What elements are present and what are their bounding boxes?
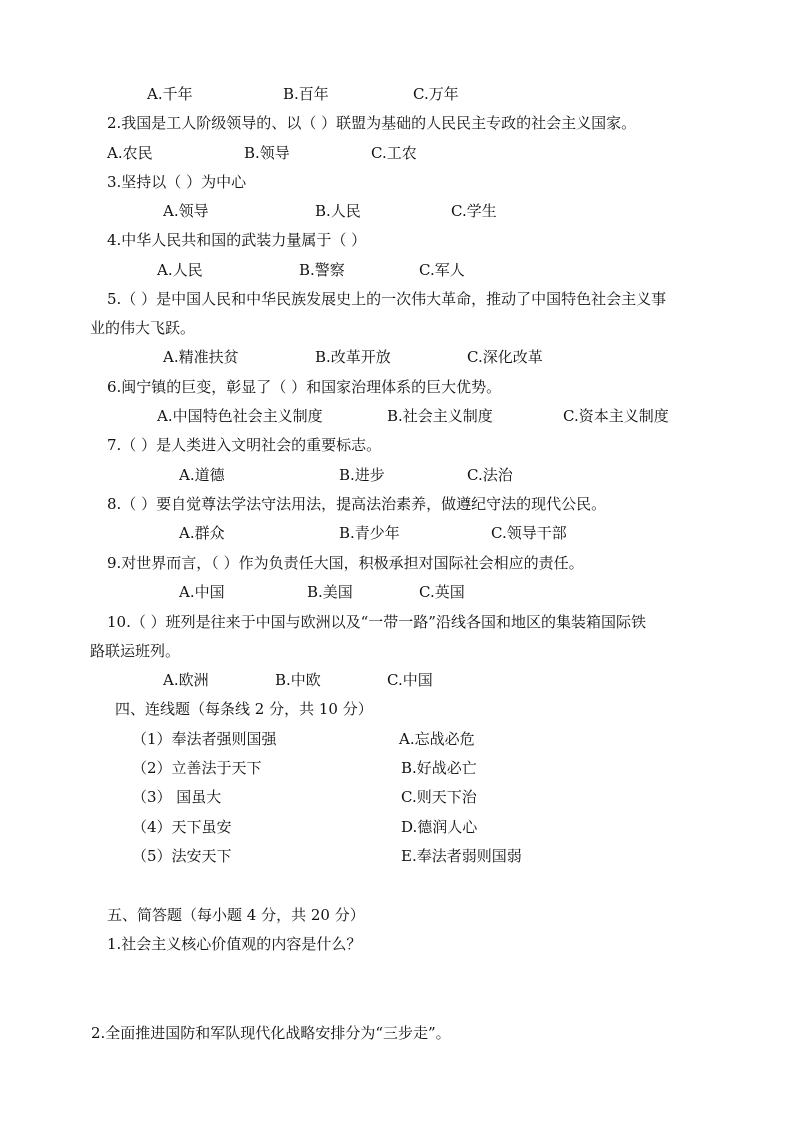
q2-option-a: A.农民 [107,144,153,162]
q8-option-a: A.群众 [179,524,225,542]
q5-stem-line2: 业的伟大飞跃。 [90,319,196,337]
q2-stem: 2.我国是工人阶级领导的、以（ ）联盟为基础的人民民主专政的社会主义国家。 [107,114,637,132]
match-right-d: D.德润人心 [401,818,478,836]
q9-option-a: A.中国 [179,583,225,601]
match-right-a: A.忘战必危 [399,730,475,748]
q10-option-c: C.中国 [387,671,433,689]
match-right-e: E.奉法者弱则国弱 [401,847,522,865]
section5-title: 五、简答题（每小题 4 分，共 20 分） [107,906,365,924]
q3-option-a: A.领导 [163,202,209,220]
q6-stem: 6.闽宁镇的巨变，彰显了（ ）和国家治理体系的巨大优势。 [107,378,502,396]
match-left-1: （1）奉法者强则国强 [132,730,277,748]
q5-option-a: A.精准扶贫 [163,348,239,366]
q7-option-a: A.道德 [179,466,225,484]
q10-option-a: A.欧洲 [163,671,209,689]
section5-q1: 1.社会主义核心价值观的内容是什么？ [107,935,362,953]
q8-stem: 8.（ ）要自觉尊法学法守法用法，提高法治素养，做遵纪守法的现代公民。 [107,495,607,513]
q9-stem: 9.对世界而言，（ ）作为负责任大国，积极承担对国际社会相应的责任。 [107,554,584,572]
q5-stem-line1: 5.（ ）是中国人民和中华民族发展史上的一次伟大革命，推动了中国特色社会主义事 [107,290,667,308]
q4-option-b: B.警察 [299,261,345,279]
q9-option-b: B.美国 [307,583,353,601]
q4-option-c: C.军人 [419,261,465,279]
q1-option-b: B.百年 [283,85,329,103]
q7-option-b: B.进步 [339,466,385,484]
q6-option-b: B.社会主义制度 [387,407,493,425]
q5-option-b: B.改革开放 [315,348,391,366]
q9-option-c: C.英国 [419,583,465,601]
q2-option-c: C.工农 [371,144,417,162]
q5-option-c: C.深化改革 [467,348,543,366]
q8-option-c: C.领导干部 [491,524,567,542]
q7-stem: 7.（ ）是人类进入文明社会的重要标志。 [107,436,382,454]
q6-option-a: A.中国特色社会主义制度 [157,407,323,425]
match-right-b: B.好战必亡 [401,759,477,777]
q1-option-a: A.千年 [147,85,193,103]
q10-option-b: B.中欧 [275,671,321,689]
q4-option-a: A.人民 [157,261,203,279]
match-left-3: （3） 国虽大 [132,788,222,806]
q4-stem: 4.中华人民共和国的武装力量属于（ ） [107,231,367,249]
q7-option-c: C.法治 [467,466,513,484]
q10-stem-line2: 路联运班列。 [90,642,181,660]
q3-stem: 3.坚持以（ ）为中心 [107,173,247,191]
q3-option-b: B.人民 [315,202,361,220]
match-left-5: （5）法安天下 [132,847,232,865]
q3-option-c: C.学生 [451,202,497,220]
q6-option-c: C.资本主义制度 [563,407,669,425]
match-left-2: （2）立善法于天下 [132,759,262,777]
match-left-4: （4）天下虽安 [132,818,232,836]
q2-option-b: B.领导 [244,144,290,162]
match-right-c: C.则天下治 [401,788,477,806]
q1-option-c: C.万年 [413,85,459,103]
q8-option-b: B.青少年 [339,524,400,542]
section5-q2: 2.全面推进国防和军队现代化战略安排分为“三步走”。 [91,1024,451,1042]
section4-title: 四、连线题（每条线 2 分，共 10 分） [115,700,373,718]
q10-stem-line1: 10.（ ）班列是往来于中国与欧洲以及“一带一路”沿线各国和地区的集装箱国际铁 [107,613,646,631]
